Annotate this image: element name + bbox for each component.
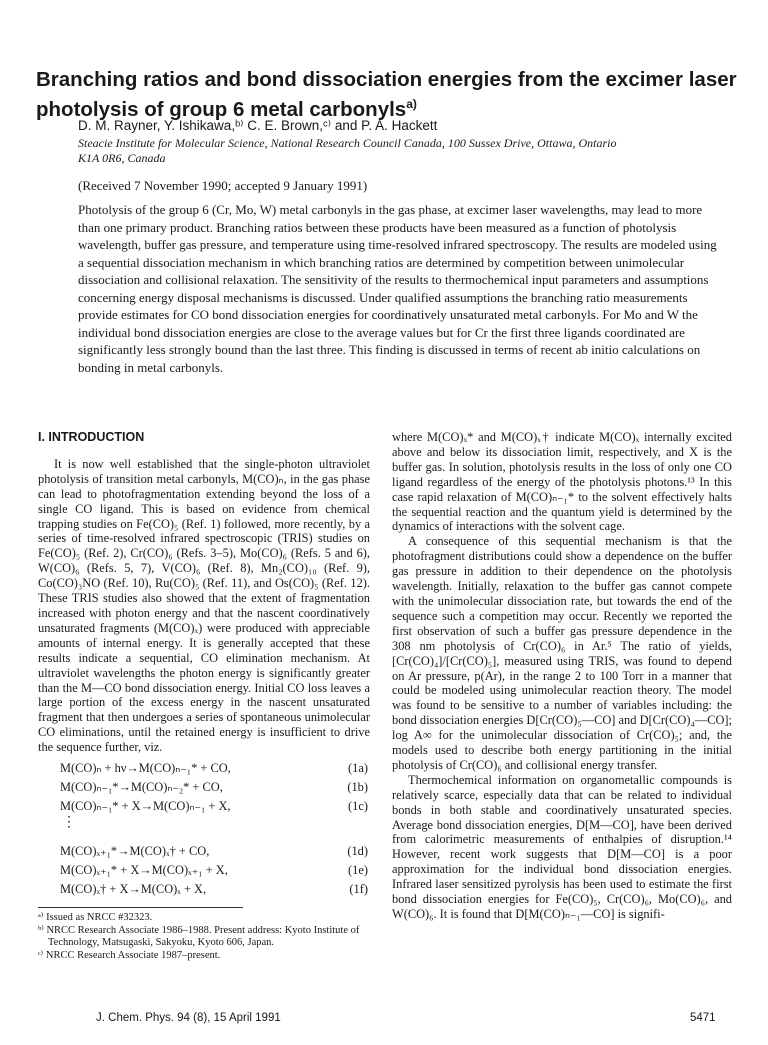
equation-label: (1f) bbox=[349, 882, 368, 897]
section-heading-introduction: I. INTRODUCTION bbox=[38, 430, 145, 444]
received-dates: (Received 7 November 1990; accepted 9 January 1991) bbox=[78, 178, 368, 193]
equation-text: M(CO)ₓ₊₁* + X→M(CO)ₓ₊₁ + X, bbox=[60, 863, 228, 878]
vertical-ellipsis: ⋮ bbox=[62, 815, 76, 831]
equation-label: (1e) bbox=[348, 863, 368, 878]
equation-1e bbox=[38, 861, 370, 880]
title-footnote-mark: a) bbox=[406, 97, 417, 111]
footnote-a: ᵃ⁾ Issued as NRCC #32323. bbox=[38, 912, 153, 924]
abstract: Photolysis of the group 6 (Cr, Mo, W) metal carbonyls in the gas phase, at excimer laser wavelengths, may lead to more than one primary product. Branching ratios between these products have been measured as a function of photolysis wavelength, buffer gas pressure, and temperature using time-resolved infrared spectroscopy. The results are modeled using a sequential dissociation mechanism in which branching ratios are determined by competition between unimolecular dissociation and collisional relaxation. The sensitivity of the results to thermochemical input parameters and assumptions concerning energy disposal mechanisms is discussed. Under qualified assumptions the branching ratio measurements provide estimates for CO bond dissociation energies for coordinatively unsaturated metal carbonyls. For Mo and W the individual bond dissociation energies are close to the average values but for Cr the first three ligands coordinated are significantly less strongly bound than the last three. This finding is discussed in terms of recent ab initio calculations on bonding in metal carbonyls. bbox=[78, 202, 717, 375]
footnote-divider bbox=[38, 907, 243, 908]
equation-1d bbox=[38, 842, 370, 861]
equation-label: (1a) bbox=[348, 761, 368, 776]
intro-paragraph-1: It is now well established that the single-photon ultraviolet photolysis of transition metal carbonyls, M(CO)ₙ, in the gas phase can lead to photofragmentation extending beyond the loss of a single CO ligand. This is based on evidence from chemical trapping studies on Fe(CO)₅ (Ref. 1) followed, more recently, by a series of time-resolved infrared spectroscopic (TRIS) studies on Fe(CO)₅ (Ref. 2), Cr(CO)₆ (Refs. 3–5), Mo(CO)₆ (Refs. 5 and 6), W(CO)₆ (Refs. 5, 7), V(CO)₆ (Ref. 8), Mn₂(CO)₁₀ (Ref. 9), Co(CO)₃NO (Ref. 10), Ru(CO)₅ (Ref. 11), and Os(CO)₅ (Ref. 12). These TRIS studies also showed that the extent of fragmentation increased with photon energy and that the nascent coordinatively unsaturated fragments (M(CO)ₓ) were produced with appreciable amounts of internal energy. It is generally accepted that these results indicate a sequential, CO elimination mechanism. At ultraviolet wavelengths the photon energy is significantly greater than the M—CO bond dissociation energy. Initial CO loss leaves a large portion of the excess energy in the nascent unsaturated fragment that then undergoes a series of spontaneous unimolecular CO eliminations, until the retained energy is insufficient to drive the sequence further, viz. bbox=[38, 456, 370, 755]
right-paragraph-2: A consequence of this sequential mechanism is that the photofragment distributions could show a dependence on the buffer gas pressure in addition to their dependence on the photolysis wavelength. Initially, relaxation to the buffer gas cannot compete with the unimolecular dissociation rate, but towards the end of the sequence such a competition may occur. Recently we reported the first observation of such a buffer gas pressure dependence in the 308 nm photolysis of Cr(CO)₆ in Ar.⁵ The ratio of yields, [Cr(CO)₄]/[Cr(CO)₅], measured using TRIS, was found to depend on Ar pressure, p(Ar), in the range 2 to 100 Torr in a manner that could be modeled using unimolecular reaction theory. The model was found to be sensitive to a number of variables including: the bond dissociation energies D[Cr(CO)₅—CO] and D[Cr(CO)₄—CO]; log A∞ for the unimolecular dissociation of Cr(CO)₅; and, the models used to describe both energy partitioning in the initial photolysis of Cr(CO)₆ and collisional energy transfer. bbox=[392, 534, 732, 772]
article-title bbox=[36, 68, 746, 122]
equation-label: (1d) bbox=[347, 844, 368, 859]
footnote-b: ᵇ⁾ NRCC Research Associate 1986–1988. Present address: Kyoto Institute of Technology, Matsugaski, Sakyoku, Kyoto 606, Japan. bbox=[38, 924, 360, 949]
footnote-c: ᶜ⁾ NRCC Research Associate 1987–present. bbox=[38, 949, 221, 961]
left-column bbox=[38, 430, 370, 962]
right-paragraph-3: Thermochemical information on organometallic compounds is relatively scarce, especially data that can be related to individual bonds in both stable and coordinatively unsaturated species. Average bond dissociation energies, D[M—CO], have been derived from calorimetric measurements of enthalpies of disruption.¹⁴ However, recent work suggests that D[M—CO] is a poor approximation for the individual bond dissociation energies. Infrared laser sensitized pyrolysis has been used to estimate the first bond dissociation energies for Fe(CO)₅, Cr(CO)₆, Mo(CO)₆, and W(CO)₆. It is found that D[M(CO)ₙ₋₁—CO] is signifi- bbox=[392, 772, 732, 921]
equation-1a bbox=[38, 759, 370, 778]
journal-citation: J. Chem. Phys. 94 (8), 15 April 1991 bbox=[96, 1012, 281, 1024]
equation-1f bbox=[38, 880, 370, 899]
equation-text: M(CO)ₓ₊₁*→M(CO)ₓ† + CO, bbox=[60, 844, 210, 859]
article-title-text: Branching ratios and bond dissociation energies from the excimer laser photolysis of group 6 metal carbonyls bbox=[36, 68, 737, 121]
right-column bbox=[392, 430, 732, 922]
equation-label: (1c) bbox=[348, 799, 368, 814]
page-number: 5471 bbox=[690, 1012, 716, 1024]
author-list: D. M. Rayner, Y. Ishikawa,ᵇ⁾ C. E. Brown,ᶜ⁾ and P. A. Hackett bbox=[78, 118, 438, 133]
right-paragraph-1: where M(CO)ₓ* and M(CO)ₓ† indicate M(CO)ₓ internally excited above and below its dissociation limit, respectively, and X is the buffer gas. In solution, photolysis results in the loss of only one CO ligand regardless of the energy of the photolysis photons.¹³ In this case rapid relaxation of M(CO)ₙ₋₁* to the solvent effectively halts the sequential reaction and the quantum yield is determined by the dynamics of interactions with the solvent cage. bbox=[392, 430, 732, 534]
equation-text: M(CO)ₓ† + X→M(CO)ₓ + X, bbox=[60, 882, 207, 897]
equation-text: M(CO)ₙ₋₁*→M(CO)ₙ₋₂* + CO, bbox=[60, 780, 223, 795]
equation-text: M(CO)ₙ + hν→M(CO)ₙ₋₁* + CO, bbox=[60, 761, 231, 776]
equation-text: M(CO)ₙ₋₁* + X→M(CO)ₙ₋₁ + X, bbox=[60, 799, 231, 814]
equation-1c bbox=[38, 797, 370, 816]
equation-1b bbox=[38, 778, 370, 797]
affiliation: Steacie Institute for Molecular Science, National Research Council Canada, 100 Sussex Drive, Ottawa, Ontario K1A 0R6, Canada bbox=[78, 136, 617, 165]
equation-label: (1b) bbox=[347, 780, 368, 795]
equation-list bbox=[38, 759, 370, 899]
